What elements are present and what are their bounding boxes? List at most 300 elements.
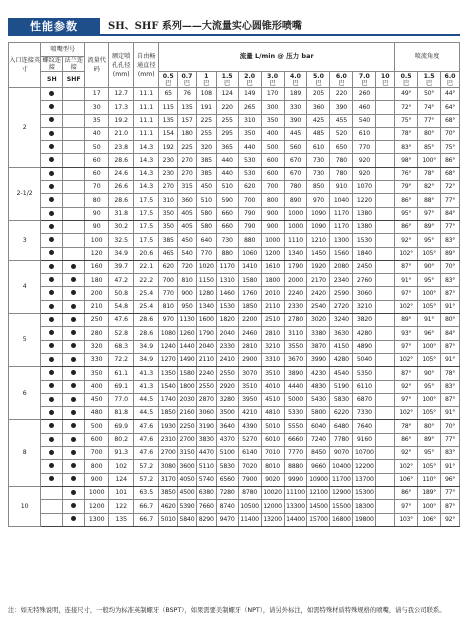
table-row (9, 433, 460, 446)
flow-value: 580 (196, 220, 216, 233)
flow-value: 1340 (284, 247, 307, 260)
availability-dot-icon (71, 357, 76, 362)
flow-value: 730 (307, 154, 330, 167)
flow-value: 7330 (353, 407, 376, 420)
flow-code: 60 (85, 154, 109, 167)
shf-availability (63, 367, 85, 380)
flow-code: 800 (85, 460, 109, 473)
flow-value (376, 340, 395, 353)
inlet-size: 10 (9, 486, 41, 526)
flow-value: 3240 (330, 314, 353, 327)
table-row (9, 447, 460, 460)
flow-value: 530 (238, 154, 261, 167)
flow-value: 720 (178, 260, 197, 273)
flow-value: 1580 (238, 274, 261, 287)
spray-angle: 106° (418, 513, 441, 526)
spray-angle: 83° (441, 274, 460, 287)
shf-availability (63, 274, 85, 287)
availability-dot-icon (71, 397, 76, 402)
orifice-diameter: 26.6 (109, 181, 134, 194)
nozzle-type-header: 喷嘴型号 (41, 43, 85, 57)
flow-value: 3630 (330, 327, 353, 340)
flow-value: 400 (261, 127, 284, 140)
spray-angle: 100° (418, 287, 441, 300)
flow-value (376, 367, 395, 380)
spray-angle: 78° (441, 367, 460, 380)
spray-angle: 80° (418, 420, 441, 433)
flow-value: 2030 (178, 393, 197, 406)
sh-availability (41, 167, 63, 180)
flow-value: 5000 (284, 393, 307, 406)
flow-value (376, 287, 395, 300)
inlet-size: 4 (9, 260, 41, 313)
spray-angle: 87° (441, 500, 460, 513)
passage-diameter: 17.5 (134, 234, 159, 247)
table-row (9, 234, 460, 247)
flow-value: 450 (178, 234, 197, 247)
flow-value (376, 207, 395, 220)
shf-availability (63, 141, 85, 154)
sh-availability (41, 340, 63, 353)
flow-value: 2590 (330, 287, 353, 300)
flow-value: 1560 (330, 247, 353, 260)
orifice-diameter: 28.6 (109, 194, 134, 207)
availability-dot-icon (71, 383, 76, 388)
spray-angle: 96° (418, 327, 441, 340)
passage-diameter: 41.3 (134, 367, 159, 380)
availability-dot-icon (71, 410, 76, 415)
flow-value: 135 (159, 114, 178, 127)
flow-value: 3070 (238, 367, 261, 380)
shf-availability (63, 420, 85, 433)
spray-angle: 95° (418, 447, 441, 460)
table-row (9, 393, 460, 406)
flow-value: 5550 (284, 420, 307, 433)
shf-availability (63, 247, 85, 260)
shf-availability (63, 407, 85, 420)
orifice-diameter: 28.6 (109, 154, 134, 167)
spray-angle: 78° (418, 167, 441, 180)
flow-value (376, 300, 395, 313)
table-row (9, 460, 460, 473)
flow-value: 12200 (353, 460, 376, 473)
flow-value (376, 486, 395, 499)
sh-availability (41, 486, 63, 499)
orifice-diameter: 24.6 (109, 167, 134, 180)
flow-value: 4210 (238, 407, 261, 420)
orifice-diameter: 30.2 (109, 220, 134, 233)
availability-dot-icon (49, 171, 54, 176)
availability-dot-icon (71, 463, 76, 468)
availability-dot-icon (49, 237, 54, 242)
sh-availability (41, 194, 63, 207)
flow-value: 310 (159, 194, 178, 207)
shf-availability (63, 114, 85, 127)
flow-value: 810 (178, 274, 197, 287)
table-row (9, 194, 460, 207)
table-row (9, 327, 460, 340)
flow-value: 5390 (178, 500, 197, 513)
orifice-diameter: 122 (109, 500, 134, 513)
flow-value: 610 (353, 127, 376, 140)
spray-angle: 110° (418, 473, 441, 486)
availability-dot-icon (49, 357, 54, 362)
flow-value: 149 (238, 88, 261, 101)
availability-dot-icon (49, 264, 54, 269)
flow-value: 900 (261, 220, 284, 233)
flow-value: 225 (196, 114, 216, 127)
flow-value: 220 (216, 101, 238, 114)
flow-value: 2340 (330, 274, 353, 287)
spray-angle: 80° (418, 127, 441, 140)
flow-value: 2700 (159, 447, 178, 460)
flow-value: 4620 (159, 500, 178, 513)
availability-dot-icon (71, 490, 76, 495)
passage-diameter: 47.6 (134, 447, 159, 460)
inlet-size: 2-1/2 (9, 167, 41, 220)
flow-value: 2920 (216, 380, 238, 393)
flow-value (376, 274, 395, 287)
spray-angle: 86° (395, 220, 418, 233)
shf-availability (63, 234, 85, 247)
flow-value: 850 (307, 181, 330, 194)
flow-value: 3990 (307, 353, 330, 366)
flow-value: 3550 (284, 340, 307, 353)
passage-diameter: 11.1 (134, 101, 159, 114)
flow-value: 205 (307, 88, 330, 101)
flow-value: 2080 (330, 260, 353, 273)
availability-dot-icon (71, 330, 76, 335)
passage-diameter: 25.4 (134, 287, 159, 300)
flow-code-header: 流量代码 (85, 43, 109, 88)
shf-availability (63, 500, 85, 513)
bar-unit: 巴 (165, 79, 172, 87)
availability-dot-icon (49, 290, 54, 295)
passage-diameter: 22.2 (134, 274, 159, 287)
availability-dot-icon (49, 317, 54, 322)
flow-value: 13300 (284, 500, 307, 513)
flow-value: 3080 (159, 460, 178, 473)
orifice-diameter: 81.8 (109, 407, 134, 420)
flow-code: 180 (85, 274, 109, 287)
flow-value: 180 (178, 127, 197, 140)
spray-angle: 91° (441, 407, 460, 420)
table-row (9, 247, 460, 260)
flow-value: 3640 (216, 420, 238, 433)
sh-availability (41, 433, 63, 446)
flow-value: 1170 (330, 207, 353, 220)
spray-angle: 83° (441, 380, 460, 393)
flow-value: 1300 (330, 234, 353, 247)
flow-value: 1260 (178, 327, 197, 340)
flow-value: 1000 (284, 220, 307, 233)
flow-value: 1790 (196, 327, 216, 340)
flow-value: 730 (216, 234, 238, 247)
shf-availability (63, 300, 85, 313)
table-row (9, 154, 460, 167)
flow-value (376, 407, 395, 420)
availability-dot-icon (49, 144, 54, 149)
flow-value: 3830 (196, 433, 216, 446)
flow-value: 600 (261, 167, 284, 180)
flow-value: 8450 (307, 447, 330, 460)
orifice-diameter: 12.7 (109, 88, 134, 101)
sh-availability (41, 88, 63, 101)
spray-angle: 92° (441, 513, 460, 526)
flow-value: 2040 (216, 327, 238, 340)
orifice-diameter: 34.9 (109, 247, 134, 260)
flow-value: 9990 (284, 473, 307, 486)
flow-code: 700 (85, 447, 109, 460)
flow-value: 1170 (330, 220, 353, 233)
availability-dot-icon (49, 383, 54, 388)
sh-availability (41, 247, 63, 260)
flow-header: 流量 L/min @ 压力 bar (159, 43, 395, 72)
flow-value: 6110 (353, 380, 376, 393)
flow-value: 5330 (284, 407, 307, 420)
flow-value (376, 353, 395, 366)
flow-value: 1800 (178, 380, 197, 393)
flow-value: 1380 (353, 220, 376, 233)
passage-unit: (mm) (137, 70, 155, 78)
flow-value: 10400 (330, 460, 353, 473)
flow-value (376, 181, 395, 194)
bar-unit: 巴 (269, 79, 276, 87)
flow-value: 670 (284, 167, 307, 180)
bar-unit: 巴 (203, 79, 210, 87)
orifice-diameter: 32.5 (109, 234, 134, 247)
orifice-diameter: 72.2 (109, 353, 134, 366)
sh-availability (41, 353, 63, 366)
flow-value: 9660 (307, 460, 330, 473)
flow-value: 3510 (261, 367, 284, 380)
flow-code: 250 (85, 314, 109, 327)
flow-value: 4440 (284, 380, 307, 393)
flow-value: 11100 (284, 486, 307, 499)
flow-value: 13200 (261, 513, 284, 526)
flow-value: 5010 (159, 513, 178, 526)
spray-angle: 102° (395, 300, 418, 313)
flow-value: 115 (159, 101, 178, 114)
flow-value (376, 460, 395, 473)
bar-unit: 巴 (382, 79, 389, 87)
sh-availability (41, 114, 63, 127)
flow-value (376, 101, 395, 114)
inlet-size: 2 (9, 88, 41, 168)
table-row (9, 181, 460, 194)
flow-value: 12000 (261, 500, 284, 513)
flow-value: 3510 (238, 380, 261, 393)
flow-value: 330 (284, 101, 307, 114)
sh-availability (41, 287, 63, 300)
flow-value: 10500 (238, 500, 261, 513)
page-title: SH、SHF 系列——大流量实心圆锥形喷嘴 (108, 21, 302, 32)
spray-angle: 92° (395, 380, 418, 393)
flow-value: 920 (353, 167, 376, 180)
flow-value: 5830 (216, 460, 238, 473)
flow-value: 2810 (261, 327, 284, 340)
flow-value: 7660 (196, 500, 216, 513)
flow-value: 19800 (353, 513, 376, 526)
flow-value: 560 (284, 141, 307, 154)
pressure-value: 0.5 (162, 72, 174, 80)
flow-value: 9160 (353, 433, 376, 446)
passage-diameter: 11.1 (134, 88, 159, 101)
availability-dot-icon (49, 397, 54, 402)
flow-value (376, 234, 395, 247)
flow-value (376, 433, 395, 446)
availability-dot-icon (71, 343, 76, 348)
passage-diameter: 17.5 (134, 194, 159, 207)
flow-value: 3500 (216, 407, 238, 420)
passage-diameter: 41.3 (134, 380, 159, 393)
flow-value: 1450 (307, 247, 330, 260)
spray-angle: 70° (441, 127, 460, 140)
angle-pressure-header (395, 72, 418, 88)
spray-angle: 86° (395, 433, 418, 446)
availability-dot-icon (49, 184, 54, 189)
spray-angle: 90° (418, 260, 441, 273)
shf-availability (63, 460, 85, 473)
spray-angle: 106° (395, 473, 418, 486)
orifice-diameter: 19.2 (109, 114, 134, 127)
spray-angle: 91° (395, 274, 418, 287)
flow-value: 4810 (261, 407, 284, 420)
shf-availability (63, 181, 85, 194)
availability-dot-icon (71, 437, 76, 442)
flow-value: 660 (216, 220, 238, 233)
sh-header: SH (41, 72, 63, 88)
availability-dot-icon (49, 304, 54, 309)
flow-code: 1200 (85, 500, 109, 513)
flow-value: 520 (330, 127, 353, 140)
flow-value: 730 (307, 167, 330, 180)
passage-diameter: 14.3 (134, 141, 159, 154)
flow-value: 18300 (353, 500, 376, 513)
passage-diameter: 14.3 (134, 181, 159, 194)
flow-value: 2460 (238, 327, 261, 340)
spray-angle: 86° (395, 194, 418, 207)
orifice-diameter: 21.0 (109, 127, 134, 140)
performance-table (8, 42, 460, 527)
passage-diameter: 28.6 (134, 327, 159, 340)
sh-availability (41, 447, 63, 460)
flow-value: 3310 (261, 353, 284, 366)
flow-value: 510 (196, 194, 216, 207)
flow-value: 5110 (196, 460, 216, 473)
flow-code: 90 (85, 207, 109, 220)
flow-value: 4280 (330, 353, 353, 366)
flow-value: 1040 (330, 194, 353, 207)
flow-value: 360 (307, 101, 330, 114)
spray-angle: 68° (441, 167, 460, 180)
flow-value: 7020 (238, 460, 261, 473)
flow-code: 280 (85, 327, 109, 340)
flow-value: 5190 (330, 380, 353, 393)
flow-value: 385 (196, 154, 216, 167)
flow-code: 400 (85, 380, 109, 393)
flow-value (376, 447, 395, 460)
flow-value: 460 (353, 101, 376, 114)
shf-availability (63, 167, 85, 180)
spray-angle: 93° (395, 327, 418, 340)
flow-code: 100 (85, 234, 109, 247)
passage-header (134, 43, 159, 88)
flow-value: 440 (238, 141, 261, 154)
flow-value: 11400 (238, 513, 261, 526)
flow-value: 1490 (178, 353, 197, 366)
spray-angle: 83° (441, 447, 460, 460)
flow-value: 2200 (238, 314, 261, 327)
flow-value: 189 (284, 88, 307, 101)
orifice-diameter: 102 (109, 460, 134, 473)
pressure-header (376, 72, 395, 88)
flow-value: 780 (284, 181, 307, 194)
sh-availability (41, 393, 63, 406)
pressure-header (330, 72, 353, 88)
flow-value: 157 (178, 114, 197, 127)
flow-value: 320 (196, 141, 216, 154)
shf-availability (63, 353, 85, 366)
spray-angle: 77° (441, 486, 460, 499)
orifice-unit: (mm) (112, 70, 130, 78)
pressure-value: 1.5 (221, 72, 233, 80)
inlet-size: 5 (9, 314, 41, 367)
flow-code: 500 (85, 420, 109, 433)
flow-value: 6220 (330, 407, 353, 420)
spray-angle: 90° (418, 367, 441, 380)
pressure-value: 3.0 (267, 72, 279, 80)
flow-value: 3280 (216, 393, 238, 406)
bar-unit: 巴 (361, 79, 368, 87)
table-row (9, 220, 460, 233)
flow-value (376, 167, 395, 180)
sh-availability (41, 314, 63, 327)
pressure-header (196, 72, 216, 88)
flow-value: 1380 (353, 207, 376, 220)
flow-value: 9470 (216, 513, 238, 526)
availability-dot-icon (49, 104, 54, 109)
flow-value: 13700 (353, 473, 376, 486)
availability-dot-icon (71, 476, 76, 481)
orifice-diameter: 52.8 (109, 327, 134, 340)
flow-value: 65 (159, 88, 178, 101)
orifice-diameter: 31.8 (109, 207, 134, 220)
flow-value: 1090 (307, 220, 330, 233)
passage-diameter: 34.9 (134, 353, 159, 366)
flow-code: 200 (85, 287, 109, 300)
flow-value: 7900 (238, 473, 261, 486)
availability-dot-icon (49, 91, 54, 96)
flow-value: 620 (159, 260, 178, 273)
shf-availability (63, 207, 85, 220)
spray-angle: 78° (395, 420, 418, 433)
sh-availability (41, 407, 63, 420)
pressure-header (307, 72, 330, 88)
availability-dot-icon (49, 117, 54, 122)
availability-dot-icon (49, 343, 54, 348)
flow-value: 640 (196, 234, 216, 247)
flow-value: 4010 (261, 380, 284, 393)
flow-value: 2010 (261, 287, 284, 300)
flow-value: 1920 (307, 260, 330, 273)
flow-value: 14400 (284, 513, 307, 526)
spray-angle: 50° (418, 88, 441, 101)
spray-angle: 97° (395, 500, 418, 513)
flow-value (376, 141, 395, 154)
availability-dot-icon (49, 450, 54, 455)
flow-value: 8740 (216, 500, 238, 513)
